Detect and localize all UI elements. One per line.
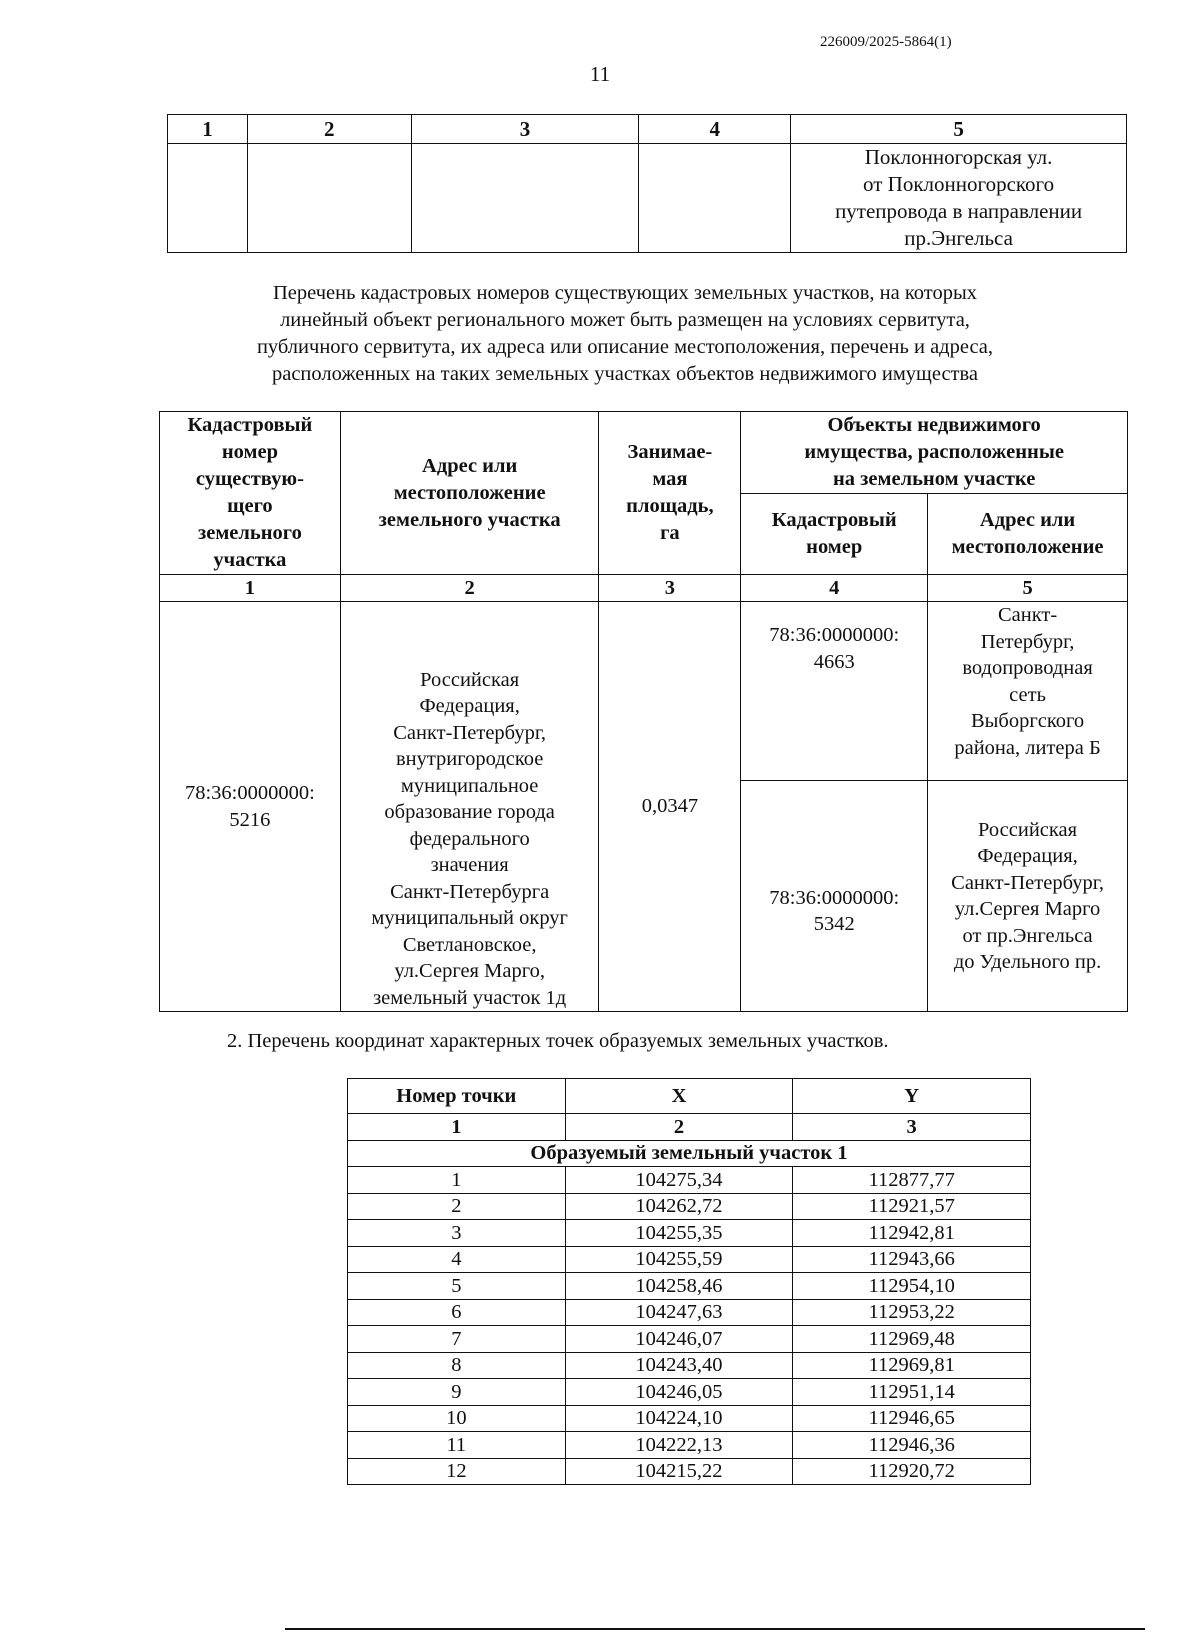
table-row — [348, 1167, 1031, 1194]
table-cell — [639, 144, 791, 253]
point-number: 3 — [348, 1220, 566, 1247]
servitude-list-heading: Перечень кадастровых номеров существующих земельных участков, на которых линейный объект регионального может быть размещен на условиях сервитута, публичного сервитута, их адреса или описание местоположения, перечень и адреса, расположенных на таких земельных участках объектов недвижимого имущества — [256, 282, 994, 385]
column-number-1: 1 — [160, 575, 341, 602]
point-number: 10 — [348, 1405, 566, 1432]
table-row — [348, 1246, 1031, 1273]
point-number: 7 — [348, 1326, 566, 1353]
parcel-address: Российская Федерация, Санкт-Петербург, внутригородское муниципальное образование города федерального значения Санкт-Петербурга муниципальный округ Светлановское, ул.Сергея Марго, земельный участок 1д — [340, 602, 599, 1012]
coordinates-section-heading: 2. Перечень координат характерных точек образуемых земельных участков. — [227, 1030, 889, 1052]
point-number: 4 — [348, 1246, 566, 1273]
point-number: 5 — [348, 1273, 566, 1300]
point-number: 11 — [348, 1432, 566, 1459]
header-object-address: Адрес или местоположение — [928, 494, 1128, 575]
table-row — [348, 1379, 1031, 1406]
y-coordinate: 112942,81 — [793, 1220, 1031, 1247]
table-row — [348, 1220, 1031, 1247]
column-number-1: 1 — [348, 1114, 566, 1141]
table-row — [348, 1352, 1031, 1379]
object-cadastral-number: 78:36:0000000: 5342 — [741, 781, 928, 1012]
table-cell — [247, 144, 411, 253]
x-coordinate: 104262,72 — [565, 1193, 793, 1220]
table-row — [168, 144, 1127, 253]
table-row — [348, 1405, 1031, 1432]
point-number: 9 — [348, 1379, 566, 1406]
column-number-5: 5 — [928, 575, 1128, 602]
y-coordinate: 112969,48 — [793, 1326, 1031, 1353]
y-coordinate: 112877,77 — [793, 1167, 1031, 1194]
header-real-estate-objects: Объекты недвижимого имущества, расположенные на земельном участке — [741, 412, 1128, 494]
header-point-number: Номер точки — [348, 1079, 566, 1114]
x-coordinate: 104215,22 — [565, 1458, 793, 1485]
x-coordinate: 104255,59 — [565, 1246, 793, 1273]
column-number-5: 5 — [791, 115, 1127, 144]
y-coordinate: 112943,66 — [793, 1246, 1031, 1273]
x-coordinate: 104243,40 — [565, 1352, 793, 1379]
parcel-group-row — [348, 1140, 1031, 1167]
table-row — [348, 1299, 1031, 1326]
continuation-table — [167, 114, 1127, 253]
column-number-4: 4 — [639, 115, 791, 144]
table-row — [348, 1273, 1031, 1300]
y-coordinate: 112946,36 — [793, 1432, 1031, 1459]
y-coordinate: 112969,81 — [793, 1352, 1031, 1379]
point-number: 12 — [348, 1458, 566, 1485]
x-coordinate: 104246,05 — [565, 1379, 793, 1406]
point-number: 8 — [348, 1352, 566, 1379]
column-number-3: 3 — [793, 1114, 1031, 1141]
table-header-row — [348, 1079, 1031, 1114]
parcel-area: 0,0347 — [599, 602, 741, 1012]
table-row — [348, 1458, 1031, 1485]
table-row — [348, 1193, 1031, 1220]
column-number-2: 2 — [565, 1114, 793, 1141]
column-number-4: 4 — [741, 575, 928, 602]
header-x: X — [565, 1079, 793, 1114]
table-header-row — [160, 412, 1128, 494]
table-cell — [168, 144, 248, 253]
table-row — [348, 1326, 1031, 1353]
x-coordinate: 104255,35 — [565, 1220, 793, 1247]
point-number: 2 — [348, 1193, 566, 1220]
column-number-3: 3 — [599, 575, 741, 602]
table-header-row — [168, 115, 1127, 144]
y-coordinate: 112946,65 — [793, 1405, 1031, 1432]
header-cadastral-number: Кадастровый номер существую- щего земельного участка — [160, 412, 341, 575]
x-coordinate: 104275,34 — [565, 1167, 793, 1194]
parcels-table — [159, 411, 1128, 1012]
header-area: Занимае- мая площадь, га — [599, 412, 741, 575]
table-row — [160, 602, 1128, 781]
column-number-2: 2 — [340, 575, 599, 602]
table-cell — [411, 144, 639, 253]
y-coordinate: 112951,14 — [793, 1379, 1031, 1406]
column-numbers-row — [160, 575, 1128, 602]
document-number: 226009/2025-5864(1) — [820, 34, 952, 50]
header-y: Y — [793, 1079, 1031, 1114]
page-number: 11 — [589, 62, 611, 86]
column-number-1: 1 — [168, 115, 248, 144]
x-coordinate: 104247,63 — [565, 1299, 793, 1326]
coordinates-table — [347, 1078, 1031, 1485]
y-coordinate: 112953,22 — [793, 1299, 1031, 1326]
y-coordinate: 112921,57 — [793, 1193, 1031, 1220]
y-coordinate: 112920,72 — [793, 1458, 1031, 1485]
y-coordinate: 112954,10 — [793, 1273, 1031, 1300]
column-number-3: 3 — [411, 115, 639, 144]
header-object-cadastral-number: Кадастровый номер — [741, 494, 928, 575]
object-address: Санкт- Петербург, водопроводная сеть Выборгского района, литера Б — [928, 602, 1128, 781]
coordinates-rows — [348, 1167, 1031, 1485]
parcel-group-title: Образуемый земельный участок 1 — [348, 1140, 1031, 1167]
parcel-cadastral-number: 78:36:0000000: 5216 — [160, 602, 341, 1012]
location-description-cell: Поклонногорская ул. от Поклонногорского путепровода в направлении пр.Энгельса — [791, 144, 1127, 253]
point-number: 6 — [348, 1299, 566, 1326]
point-number: 1 — [348, 1167, 566, 1194]
object-cadastral-number: 78:36:0000000: 4663 — [741, 602, 928, 781]
x-coordinate: 104258,46 — [565, 1273, 793, 1300]
page-bottom-rule — [285, 1628, 1145, 1630]
x-coordinate: 104222,13 — [565, 1432, 793, 1459]
object-address: Российская Федерация, Санкт-Петербург, ул.Сергея Марго от пр.Энгельса до Удельного пр. — [928, 781, 1128, 1012]
column-number-2: 2 — [247, 115, 411, 144]
column-numbers-row — [348, 1114, 1031, 1141]
header-address: Адрес или местоположение земельного участка — [340, 412, 599, 575]
x-coordinate: 104246,07 — [565, 1326, 793, 1353]
table-row — [348, 1432, 1031, 1459]
x-coordinate: 104224,10 — [565, 1405, 793, 1432]
